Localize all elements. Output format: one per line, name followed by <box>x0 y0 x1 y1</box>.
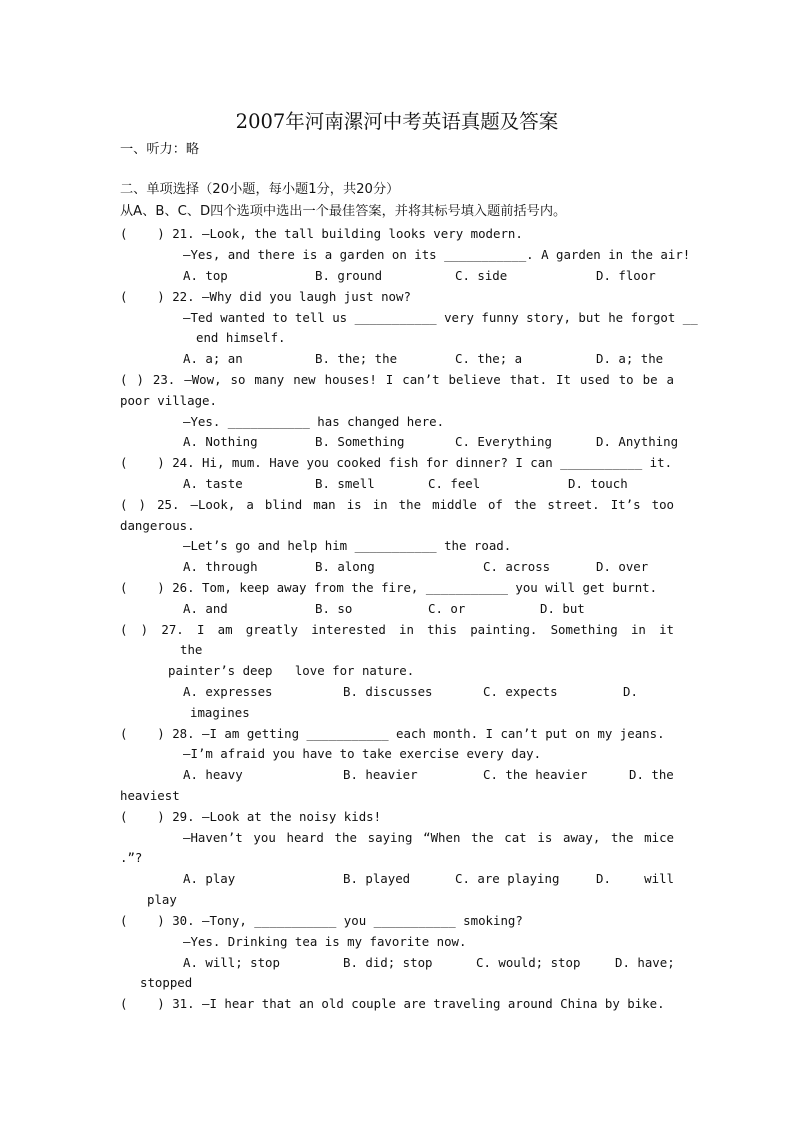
question-stem-cont: dangerous. <box>120 518 195 533</box>
question-line: —Yes. ___________ has changed here. <box>183 414 445 429</box>
question-line: —Let’s go and help him ___________ the road. <box>183 538 512 553</box>
option-b: B. played <box>343 871 411 886</box>
option-d: D. but <box>540 601 585 616</box>
option-c: C. across <box>483 559 551 574</box>
option-a: A. taste <box>183 476 243 491</box>
option-d: D. over <box>596 559 649 574</box>
option-b: B. did; stop <box>343 955 433 970</box>
section-multiple-choice: 二、单项选择（20小题，每小题1分，共20分） <box>120 182 400 197</box>
option-b: B. the; the <box>315 351 398 366</box>
question-stem: ( ) 25. —Look, a blind man is in the middle of the street. It’s too <box>120 497 674 512</box>
question-line: .”? <box>120 850 143 865</box>
question-line: —Ted wanted to tell us ___________ very funny story, but he forgot __ <box>183 310 698 325</box>
option-b: B. heavier <box>343 767 418 782</box>
option-a: A. a; an <box>183 351 243 366</box>
question-line: end himself. <box>196 330 286 345</box>
option-c: C. would; stop <box>476 955 581 970</box>
option-a: A. Nothing <box>183 434 258 449</box>
option-d-cont: imagines <box>190 705 250 720</box>
question-stem: ( ) 21. —Look, the tall building looks very modern. <box>120 226 523 241</box>
question-line: —Yes, and there is a garden on its ___________. A garden in the air! <box>183 247 691 262</box>
question-stem: ( ) 31. —I hear that an old couple are traveling around China by bike. <box>120 996 665 1011</box>
page-title: 2007年河南漯河中考英语真题及答案 <box>235 110 559 133</box>
question-stem: ( ) 27. I am greatly interested in this painting. Something in it <box>120 622 674 637</box>
question-stem-cont: the <box>180 642 203 657</box>
option-a: A. heavy <box>183 767 243 782</box>
option-c: C. are playing <box>455 871 560 886</box>
option-a: A. will; stop <box>183 955 280 970</box>
option-c: C. feel <box>428 476 481 491</box>
option-b: B. along <box>315 559 375 574</box>
question-stem-cont: painter’s deep love for nature. <box>168 663 415 678</box>
option-d: D. touch <box>568 476 628 491</box>
option-b: B. discusses <box>343 684 433 699</box>
option-c: C. expects <box>483 684 558 699</box>
question-line: —I’m afraid you have to take exercise every day. <box>183 746 542 761</box>
option-d: D. will <box>596 871 674 886</box>
question-stem: ( ) 30. —Tony, ___________ you ___________ smoking? <box>120 913 523 928</box>
option-a: A. play <box>183 871 236 886</box>
option-c: C. the heavier <box>483 767 588 782</box>
option-d: D. a; the <box>596 351 664 366</box>
question-stem: ( ) 22. —Why did you laugh just now? <box>120 289 411 304</box>
option-c: C. the; a <box>455 351 523 366</box>
question-stem: ( ) 23. —Wow, so many new houses! I can’t believe that. It used to be a <box>120 372 674 387</box>
option-b: B. Something <box>315 434 405 449</box>
option-d-cont: play <box>147 892 177 907</box>
option-d-cont: stopped <box>140 975 193 990</box>
option-d: D. Anything <box>596 434 679 449</box>
question-line: —Yes. Drinking tea is my favorite now. <box>183 934 467 949</box>
option-c: C. Everything <box>455 434 552 449</box>
option-b: B. ground <box>315 268 383 283</box>
option-d: D. floor <box>596 268 656 283</box>
section-listening: 一、听力：略 <box>120 142 200 157</box>
option-a: A. and <box>183 601 228 616</box>
option-b: B. so <box>315 601 353 616</box>
option-a: A. through <box>183 559 258 574</box>
question-line: —Haven’t you heard the saying “When the cat is away, the mice <box>183 830 674 845</box>
option-a: A. top <box>183 268 228 283</box>
option-d: D. have; <box>615 955 675 970</box>
question-stem-cont: poor village. <box>120 393 217 408</box>
question-stem: ( ) 29. —Look at the noisy kids! <box>120 809 382 824</box>
option-d: D. <box>623 684 638 699</box>
question-stem: ( ) 28. —I am getting ___________ each month. I can’t put on my jeans. <box>120 726 665 741</box>
question-stem: ( ) 24. Hi, mum. Have you cooked fish for dinner? I can ___________ it. <box>120 455 673 470</box>
instruction: 从A、B、C、D四个选项中选出一个最佳答案，并将其标号填入题前括号内。 <box>120 204 567 219</box>
question-stem: ( ) 26. Tom, keep away from the fire, ___________ you will get burnt. <box>120 580 658 595</box>
option-a: A. expresses <box>183 684 273 699</box>
option-c: C. or <box>428 601 466 616</box>
option-d: D. the <box>629 767 674 782</box>
option-c: C. side <box>455 268 508 283</box>
option-b: B. smell <box>315 476 375 491</box>
option-d-cont: heaviest <box>120 788 180 803</box>
